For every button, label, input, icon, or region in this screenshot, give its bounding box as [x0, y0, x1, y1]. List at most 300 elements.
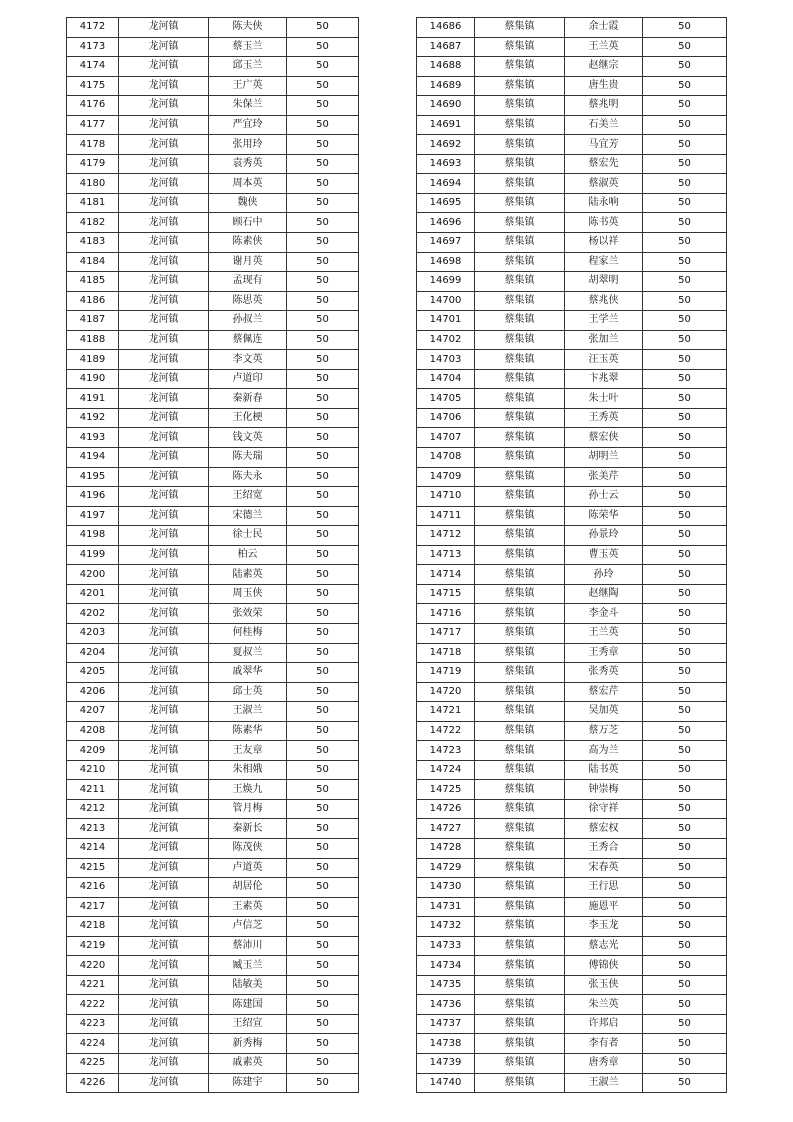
table-row	[417, 526, 727, 546]
record-number-cell: 14704	[417, 369, 475, 389]
amount-cell: 50	[287, 311, 359, 331]
amount-cell: 50	[287, 1014, 359, 1034]
name-cell: 蔡玉兰	[209, 37, 287, 57]
amount-cell: 50	[287, 760, 359, 780]
name-cell: 程家兰	[565, 252, 643, 272]
record-number-cell: 14686	[417, 18, 475, 38]
table-row	[67, 643, 359, 663]
name-cell: 卢道英	[209, 858, 287, 878]
record-number-cell: 4216	[67, 878, 119, 898]
town-cell: 蔡集镇	[475, 721, 565, 741]
town-cell: 龙河镇	[119, 623, 209, 643]
table-row	[67, 57, 359, 77]
town-cell: 蔡集镇	[475, 350, 565, 370]
amount-cell: 50	[287, 408, 359, 428]
table-row	[67, 428, 359, 448]
town-cell: 龙河镇	[119, 311, 209, 331]
record-number-cell: 14701	[417, 311, 475, 331]
name-cell: 秦新春	[209, 389, 287, 409]
name-cell: 王广英	[209, 76, 287, 96]
town-cell: 蔡集镇	[475, 487, 565, 507]
name-cell: 陈建宇	[209, 1073, 287, 1093]
record-number-cell: 4177	[67, 115, 119, 135]
record-number-cell: 4217	[67, 897, 119, 917]
town-cell: 蔡集镇	[475, 76, 565, 96]
table-row	[417, 37, 727, 57]
amount-cell: 50	[287, 956, 359, 976]
town-cell: 龙河镇	[119, 330, 209, 350]
record-number-cell: 14691	[417, 115, 475, 135]
record-number-cell: 14699	[417, 272, 475, 292]
record-number-cell: 4204	[67, 643, 119, 663]
name-cell: 高为兰	[565, 741, 643, 761]
amount-cell: 50	[643, 330, 727, 350]
table-row	[67, 838, 359, 858]
amount-cell: 50	[643, 838, 727, 858]
name-cell: 陆敏美	[209, 975, 287, 995]
record-number-cell: 4193	[67, 428, 119, 448]
name-cell: 王兰英	[565, 623, 643, 643]
name-cell: 杨以祥	[565, 233, 643, 253]
table-row	[67, 408, 359, 428]
record-number-cell: 4199	[67, 545, 119, 565]
amount-cell: 50	[287, 584, 359, 604]
town-cell: 蔡集镇	[475, 545, 565, 565]
name-cell: 胡居伦	[209, 878, 287, 898]
table-row	[417, 995, 727, 1015]
town-cell: 龙河镇	[119, 838, 209, 858]
name-cell: 石美兰	[565, 115, 643, 135]
amount-cell: 50	[643, 975, 727, 995]
table-row	[67, 623, 359, 643]
name-cell: 王化梗	[209, 408, 287, 428]
amount-cell: 50	[287, 604, 359, 624]
record-number-cell: 4192	[67, 408, 119, 428]
name-cell: 李文英	[209, 350, 287, 370]
town-cell: 蔡集镇	[475, 897, 565, 917]
table-row	[417, 311, 727, 331]
amount-cell: 50	[643, 819, 727, 839]
table-row	[67, 1034, 359, 1054]
name-cell: 王绍宣	[209, 1014, 287, 1034]
town-cell: 龙河镇	[119, 584, 209, 604]
name-cell: 严宜玲	[209, 115, 287, 135]
town-cell: 蔡集镇	[475, 604, 565, 624]
table-row	[417, 193, 727, 213]
town-cell: 蔡集镇	[475, 1034, 565, 1054]
name-cell: 卢信芝	[209, 917, 287, 937]
amount-cell: 50	[287, 193, 359, 213]
name-cell: 李金斗	[565, 604, 643, 624]
amount-cell: 50	[643, 858, 727, 878]
table-row	[417, 506, 727, 526]
name-cell: 蔡兆明	[565, 96, 643, 116]
name-cell: 赵继宗	[565, 57, 643, 77]
amount-cell: 50	[287, 780, 359, 800]
table-row	[417, 604, 727, 624]
table-row	[417, 780, 727, 800]
town-cell: 龙河镇	[119, 272, 209, 292]
record-number-cell: 4213	[67, 819, 119, 839]
record-number-cell: 14735	[417, 975, 475, 995]
table-row	[67, 936, 359, 956]
town-cell: 蔡集镇	[475, 467, 565, 487]
record-number-cell: 14697	[417, 233, 475, 253]
town-cell: 蔡集镇	[475, 1073, 565, 1093]
name-cell: 陈思英	[209, 291, 287, 311]
table-row	[417, 565, 727, 585]
name-cell: 戚素英	[209, 1053, 287, 1073]
amount-cell: 50	[643, 252, 727, 272]
record-number-cell: 14693	[417, 154, 475, 174]
town-cell: 蔡集镇	[475, 369, 565, 389]
town-cell: 蔡集镇	[475, 565, 565, 585]
amount-cell: 50	[643, 174, 727, 194]
record-number-cell: 14737	[417, 1014, 475, 1034]
town-cell: 蔡集镇	[475, 917, 565, 937]
table-row	[417, 330, 727, 350]
table-row	[67, 799, 359, 819]
table-row	[67, 135, 359, 155]
name-cell: 邱士英	[209, 682, 287, 702]
record-number-cell: 4189	[67, 350, 119, 370]
record-number-cell: 4191	[67, 389, 119, 409]
table-row	[67, 154, 359, 174]
table-row	[417, 213, 727, 233]
record-number-cell: 4212	[67, 799, 119, 819]
amount-cell: 50	[287, 487, 359, 507]
record-number-cell: 14722	[417, 721, 475, 741]
table-row	[417, 18, 727, 38]
table-row	[417, 545, 727, 565]
town-cell: 蔡集镇	[475, 1053, 565, 1073]
name-cell: 陈书英	[565, 213, 643, 233]
table-row	[67, 975, 359, 995]
record-number-cell: 4195	[67, 467, 119, 487]
amount-cell: 50	[287, 858, 359, 878]
table-row	[417, 350, 727, 370]
amount-cell: 50	[643, 995, 727, 1015]
town-cell: 龙河镇	[119, 252, 209, 272]
name-cell: 朱相娥	[209, 760, 287, 780]
name-cell: 李有者	[565, 1034, 643, 1054]
record-number-cell: 14696	[417, 213, 475, 233]
table-row	[67, 565, 359, 585]
amount-cell: 50	[643, 1034, 727, 1054]
amount-cell: 50	[643, 604, 727, 624]
name-cell: 夏叔兰	[209, 643, 287, 663]
amount-cell: 50	[643, 1053, 727, 1073]
amount-cell: 50	[287, 975, 359, 995]
record-number-cell: 14730	[417, 878, 475, 898]
name-cell: 周玉侠	[209, 584, 287, 604]
town-cell: 龙河镇	[119, 174, 209, 194]
amount-cell: 50	[643, 154, 727, 174]
town-cell: 蔡集镇	[475, 643, 565, 663]
record-number-cell: 4176	[67, 96, 119, 116]
amount-cell: 50	[287, 350, 359, 370]
name-cell: 王素英	[209, 897, 287, 917]
name-cell: 陈夫永	[209, 467, 287, 487]
name-cell: 王淑兰	[565, 1073, 643, 1093]
table-row	[67, 448, 359, 468]
record-number-cell: 14726	[417, 799, 475, 819]
town-cell: 龙河镇	[119, 545, 209, 565]
table-row	[67, 741, 359, 761]
town-cell: 蔡集镇	[475, 96, 565, 116]
amount-cell: 50	[287, 369, 359, 389]
table-row	[67, 233, 359, 253]
amount-cell: 50	[287, 565, 359, 585]
amount-cell: 50	[643, 663, 727, 683]
table-row	[67, 487, 359, 507]
record-number-cell: 14705	[417, 389, 475, 409]
name-cell: 陈夫瑞	[209, 448, 287, 468]
record-number-cell: 14734	[417, 956, 475, 976]
record-number-cell: 4202	[67, 604, 119, 624]
town-cell: 蔡集镇	[475, 780, 565, 800]
town-cell: 蔡集镇	[475, 18, 565, 38]
amount-cell: 50	[643, 311, 727, 331]
town-cell: 龙河镇	[119, 389, 209, 409]
record-number-cell: 4211	[67, 780, 119, 800]
name-cell: 朱兰英	[565, 995, 643, 1015]
name-cell: 蔡淑英	[565, 174, 643, 194]
name-cell: 赵继陶	[565, 584, 643, 604]
table-row	[417, 487, 727, 507]
amount-cell: 50	[643, 799, 727, 819]
record-number-cell: 4206	[67, 682, 119, 702]
name-cell: 蔡宏芹	[565, 682, 643, 702]
name-cell: 王兰英	[565, 37, 643, 57]
town-cell: 蔡集镇	[475, 838, 565, 858]
record-number-cell: 4186	[67, 291, 119, 311]
name-cell: 王秀英	[565, 408, 643, 428]
town-cell: 龙河镇	[119, 858, 209, 878]
table-row	[67, 1053, 359, 1073]
record-number-cell: 4222	[67, 995, 119, 1015]
amount-cell: 50	[643, 389, 727, 409]
table-row	[417, 917, 727, 937]
town-cell: 龙河镇	[119, 18, 209, 38]
table-row	[417, 135, 727, 155]
name-cell: 陆素英	[209, 565, 287, 585]
town-cell: 蔡集镇	[475, 233, 565, 253]
town-cell: 蔡集镇	[475, 682, 565, 702]
name-cell: 蔡宏侠	[565, 428, 643, 448]
table-row	[417, 858, 727, 878]
town-cell: 蔡集镇	[475, 584, 565, 604]
record-number-cell: 14695	[417, 193, 475, 213]
amount-cell: 50	[643, 233, 727, 253]
record-number-cell: 4187	[67, 311, 119, 331]
town-cell: 龙河镇	[119, 741, 209, 761]
record-number-cell: 4184	[67, 252, 119, 272]
record-number-cell: 14738	[417, 1034, 475, 1054]
table-row	[67, 311, 359, 331]
name-cell: 蔡万芝	[565, 721, 643, 741]
table-row	[67, 604, 359, 624]
amount-cell: 50	[643, 565, 727, 585]
amount-cell: 50	[643, 213, 727, 233]
amount-cell: 50	[287, 330, 359, 350]
table-row	[417, 819, 727, 839]
table-row	[67, 76, 359, 96]
amount-cell: 50	[643, 448, 727, 468]
record-number-cell: 4183	[67, 233, 119, 253]
record-number-cell: 14740	[417, 1073, 475, 1093]
amount-cell: 50	[643, 76, 727, 96]
name-cell: 王学兰	[565, 311, 643, 331]
amount-cell: 50	[287, 291, 359, 311]
table-row	[67, 917, 359, 937]
table-row	[67, 37, 359, 57]
amount-cell: 50	[643, 917, 727, 937]
table-row	[67, 526, 359, 546]
record-number-cell: 4175	[67, 76, 119, 96]
town-cell: 龙河镇	[119, 643, 209, 663]
town-cell: 蔡集镇	[475, 506, 565, 526]
amount-cell: 50	[287, 682, 359, 702]
record-number-cell: 14721	[417, 702, 475, 722]
amount-cell: 50	[287, 115, 359, 135]
record-number-cell: 14719	[417, 663, 475, 683]
town-cell: 蔡集镇	[475, 174, 565, 194]
table-row	[417, 1014, 727, 1034]
name-cell: 张美芹	[565, 467, 643, 487]
town-cell: 蔡集镇	[475, 1014, 565, 1034]
town-cell: 蔡集镇	[475, 526, 565, 546]
town-cell: 蔡集镇	[475, 193, 565, 213]
town-cell: 蔡集镇	[475, 956, 565, 976]
name-cell: 戚翠华	[209, 663, 287, 683]
name-cell: 陈荣华	[565, 506, 643, 526]
table-row	[67, 330, 359, 350]
amount-cell: 50	[287, 389, 359, 409]
town-cell: 龙河镇	[119, 526, 209, 546]
amount-cell: 50	[643, 623, 727, 643]
table-row	[417, 369, 727, 389]
table-row	[67, 213, 359, 233]
town-cell: 龙河镇	[119, 897, 209, 917]
name-cell: 柏云	[209, 545, 287, 565]
town-cell: 龙河镇	[119, 565, 209, 585]
table-row	[67, 878, 359, 898]
table-row	[417, 76, 727, 96]
amount-cell: 50	[287, 233, 359, 253]
town-cell: 蔡集镇	[475, 936, 565, 956]
name-cell: 徐守祥	[565, 799, 643, 819]
record-number-cell: 4196	[67, 487, 119, 507]
table-row	[417, 291, 727, 311]
record-number-cell: 14708	[417, 448, 475, 468]
amount-cell: 50	[643, 526, 727, 546]
amount-cell: 50	[643, 878, 727, 898]
town-cell: 蔡集镇	[475, 428, 565, 448]
town-cell: 蔡集镇	[475, 252, 565, 272]
table-row	[417, 233, 727, 253]
record-number-cell: 14689	[417, 76, 475, 96]
record-number-cell: 14725	[417, 780, 475, 800]
town-cell: 蔡集镇	[475, 858, 565, 878]
name-cell: 蔡志光	[565, 936, 643, 956]
amount-cell: 50	[643, 193, 727, 213]
record-number-cell: 14709	[417, 467, 475, 487]
record-number-cell: 14729	[417, 858, 475, 878]
amount-cell: 50	[287, 135, 359, 155]
name-cell: 李玉龙	[565, 917, 643, 937]
town-cell: 龙河镇	[119, 975, 209, 995]
record-number-cell: 4209	[67, 741, 119, 761]
town-cell: 蔡集镇	[475, 995, 565, 1015]
amount-cell: 50	[643, 897, 727, 917]
amount-cell: 50	[287, 721, 359, 741]
town-cell: 蔡集镇	[475, 213, 565, 233]
town-cell: 龙河镇	[119, 96, 209, 116]
record-number-cell: 14723	[417, 741, 475, 761]
record-number-cell: 14692	[417, 135, 475, 155]
table-row	[417, 154, 727, 174]
town-cell: 龙河镇	[119, 604, 209, 624]
record-number-cell: 14712	[417, 526, 475, 546]
amount-cell: 50	[287, 878, 359, 898]
amount-cell: 50	[643, 467, 727, 487]
town-cell: 龙河镇	[119, 780, 209, 800]
town-cell: 龙河镇	[119, 506, 209, 526]
record-number-cell: 14706	[417, 408, 475, 428]
record-number-cell: 4188	[67, 330, 119, 350]
town-cell: 龙河镇	[119, 760, 209, 780]
name-cell: 邱玉兰	[209, 57, 287, 77]
amount-cell: 50	[643, 682, 727, 702]
name-cell: 秦新长	[209, 819, 287, 839]
name-cell: 陆永响	[565, 193, 643, 213]
amount-cell: 50	[287, 1053, 359, 1073]
name-cell: 唐生贵	[565, 76, 643, 96]
amount-cell: 50	[287, 897, 359, 917]
record-number-cell: 14736	[417, 995, 475, 1015]
table-row	[67, 780, 359, 800]
table-row	[67, 584, 359, 604]
record-number-cell: 4221	[67, 975, 119, 995]
town-cell: 蔡集镇	[475, 799, 565, 819]
town-cell: 蔡集镇	[475, 975, 565, 995]
table-row	[67, 174, 359, 194]
record-number-cell: 4219	[67, 936, 119, 956]
record-number-cell: 14702	[417, 330, 475, 350]
table-row	[67, 369, 359, 389]
name-cell: 余士霞	[565, 18, 643, 38]
amount-cell: 50	[287, 799, 359, 819]
name-cell: 谢月英	[209, 252, 287, 272]
table-row	[417, 897, 727, 917]
table-row	[67, 252, 359, 272]
amount-cell: 50	[643, 487, 727, 507]
town-cell: 龙河镇	[119, 1034, 209, 1054]
table-row	[417, 389, 727, 409]
amount-cell: 50	[643, 721, 727, 741]
town-cell: 蔡集镇	[475, 115, 565, 135]
amount-cell: 50	[643, 1073, 727, 1093]
table-row	[67, 858, 359, 878]
town-cell: 龙河镇	[119, 37, 209, 57]
table-row	[67, 18, 359, 38]
amount-cell: 50	[287, 18, 359, 38]
table-row	[67, 721, 359, 741]
record-number-cell: 14720	[417, 682, 475, 702]
town-cell: 蔡集镇	[475, 741, 565, 761]
record-number-cell: 14690	[417, 96, 475, 116]
